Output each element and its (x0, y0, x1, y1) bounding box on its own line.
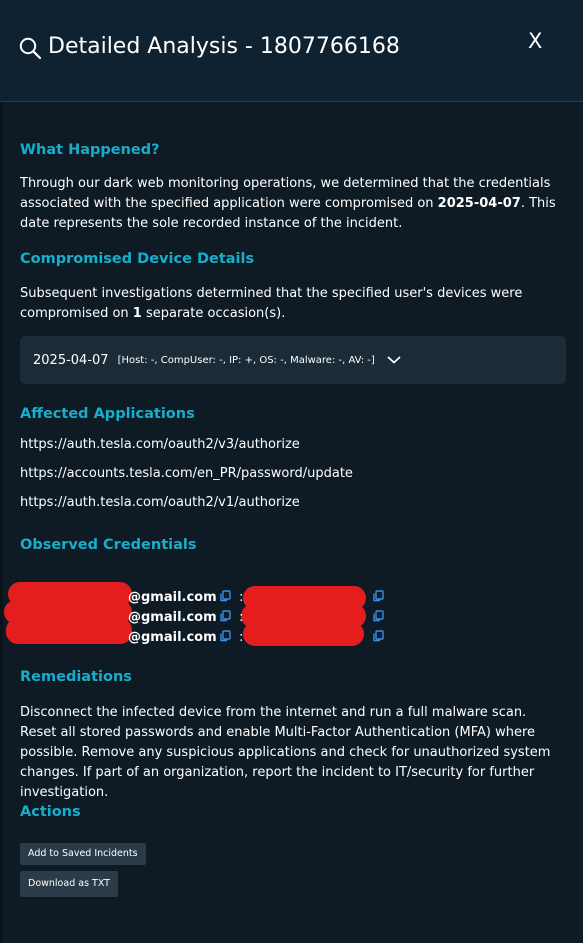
actions-title: Actions (20, 804, 81, 820)
device-details-text (20, 284, 566, 324)
credential-separator: : (239, 610, 244, 625)
credential-email: @gmail.com (128, 590, 217, 605)
panel-header (0, 0, 583, 102)
copy-icon[interactable] (219, 590, 231, 602)
application-url: https://auth.tesla.com/oauth2/v1/authorize (20, 495, 300, 510)
credential-separator: : (239, 590, 244, 605)
page-title: Detailed Analysis - 1807766168 (48, 34, 400, 59)
search-icon (18, 36, 42, 60)
chevron-down-icon[interactable] (387, 355, 401, 365)
left-edge-strip (0, 0, 3, 943)
add-to-saved-incidents-button[interactable]: Add to Saved Incidents (20, 843, 146, 865)
copy-icon[interactable] (372, 630, 384, 642)
copy-icon[interactable] (372, 610, 384, 622)
close-button[interactable] (528, 29, 542, 53)
incident-date: 2025-04-07 (437, 196, 521, 211)
device-entry[interactable] (20, 336, 566, 384)
credential-email: @gmail.com (128, 630, 217, 645)
affected-applications-list (20, 435, 566, 513)
application-url: https://auth.tesla.com/oauth2/v3/authorize (20, 437, 300, 452)
copy-icon[interactable] (219, 610, 231, 622)
what-happened-text-start: Through our dark web monitoring operations, we determined that the credentials associated with the specified application were compromised on (20, 176, 551, 211)
credential-email: @gmail.com (128, 610, 217, 625)
remediations-section (20, 667, 566, 803)
device-details-title: Compromised Device Details (20, 251, 255, 267)
close-icon[interactable]: X (528, 29, 543, 53)
download-txt-button[interactable]: Download as TXT (20, 871, 118, 897)
redacted-username (6, 618, 132, 644)
observed-credentials-title: Observed Credentials (20, 537, 197, 553)
device-details-text-end: separate occasion(s). (141, 306, 286, 321)
what-happened-text-end: . This date represents the sole recorded instance of the incident. (20, 196, 556, 231)
credentials-list (0, 580, 583, 650)
device-details-text-start: Subsequent investigations determined that the specified user's devices were compromised on (20, 286, 523, 321)
redacted-password (243, 622, 364, 646)
copy-icon[interactable] (372, 590, 384, 602)
what-happened-title: What Happened? (20, 142, 160, 158)
credential-separator: : (239, 630, 244, 645)
application-url: https://accounts.tesla.com/en_PR/password/update (20, 466, 353, 481)
what-happened-text (20, 174, 566, 234)
panel-content (20, 140, 566, 555)
copy-icon[interactable] (219, 630, 231, 642)
device-meta: [Host: -, CompUser: -, IP: +, OS: -, Malware: -, AV: -] (117, 354, 375, 366)
remediations-title: Remediations (20, 669, 132, 685)
occasion-count: 1 (132, 306, 142, 321)
device-date: 2025-04-07 (33, 352, 109, 368)
affected-applications-title: Affected Applications (20, 406, 195, 422)
remediations-text: Disconnect the infected device from the internet and run a full malware scan. Reset all stored passwords and enable Multi-Factor Authentication (MFA) where possible. Remove any suspicious applications and check for unauthorized system changes. If part of an organization, report the incident to IT/security for further investigation. (20, 705, 551, 800)
actions-section (20, 802, 566, 897)
